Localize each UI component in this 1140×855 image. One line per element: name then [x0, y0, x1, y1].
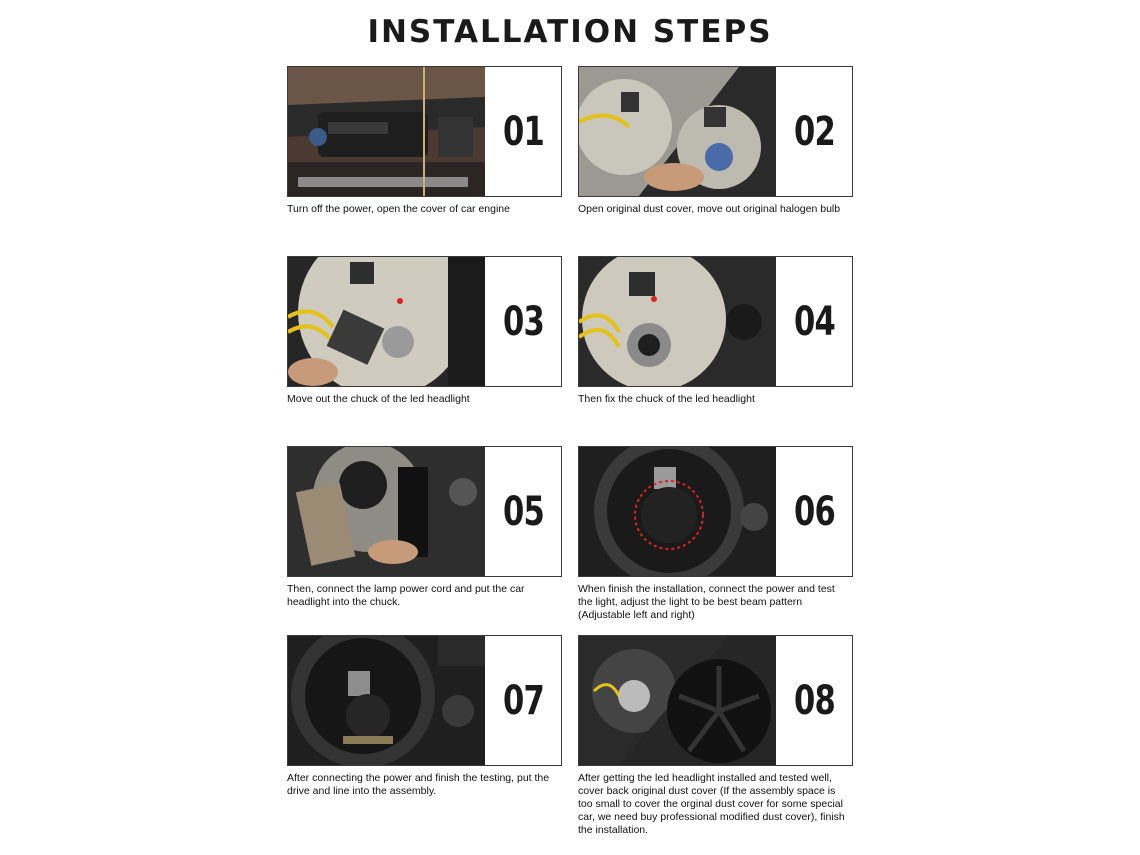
step-card: [287, 66, 562, 197]
step-card: [287, 256, 562, 387]
step-05: [287, 446, 562, 609]
step-02: [578, 66, 853, 216]
step-card: [578, 635, 853, 766]
step-caption: Then fix the chuck of the led headlight: [578, 393, 755, 405]
page-title: INSTALLATION STEPS: [367, 14, 773, 50]
step-caption: After connecting the power and finish the testing, put the drive and line into the assembly.: [287, 772, 550, 797]
beam-adjustment-photo: [579, 447, 776, 576]
step-card: [287, 446, 562, 577]
assembly-photo: [288, 636, 485, 765]
step-caption: After getting the led headlight installed and tested well, cover back original dust cover (If the assembly space is too small to cover the orginal dust cover for some special car, we need buy professional modified dust cover), finish the installation.: [578, 772, 845, 836]
step-07: [287, 635, 562, 798]
step-number: 05: [503, 488, 544, 535]
step-number: 08: [794, 677, 835, 724]
step-number: 02: [794, 108, 835, 155]
step-06: [578, 446, 853, 622]
halogen-bulb-removal-photo: [579, 67, 776, 196]
step-caption: Move out the chuck of the led headlight: [287, 393, 470, 405]
step-caption: Open original dust cover, move out original halogen bulb: [578, 203, 841, 215]
step-caption: When finish the installation, connect the power and test the light, adjust the light to be best beam pattern (Adjustable left and right): [578, 583, 835, 621]
step-number: 01: [503, 108, 544, 155]
step-08: [578, 635, 853, 837]
dust-cover-photo: [579, 636, 776, 765]
step-caption: Then, connect the lamp power cord and put the car headlight into the chuck.: [287, 583, 525, 608]
step-number: 03: [503, 298, 544, 345]
chuck-fixing-photo: [579, 257, 776, 386]
step-number: 07: [503, 677, 544, 724]
step-card: [578, 446, 853, 577]
step-card: [578, 66, 853, 197]
step-03: [287, 256, 562, 406]
step-number: 04: [794, 298, 835, 345]
step-04: [578, 256, 853, 406]
engine-bay-photo: [288, 67, 485, 196]
step-number: 06: [794, 488, 835, 535]
step-caption: Turn off the power, open the cover of car engine: [287, 203, 510, 215]
step-card: [578, 256, 853, 387]
step-card: [287, 635, 562, 766]
power-cord-connection-photo: [288, 447, 485, 576]
led-chuck-removal-photo: [288, 257, 485, 386]
step-01: [287, 66, 562, 216]
